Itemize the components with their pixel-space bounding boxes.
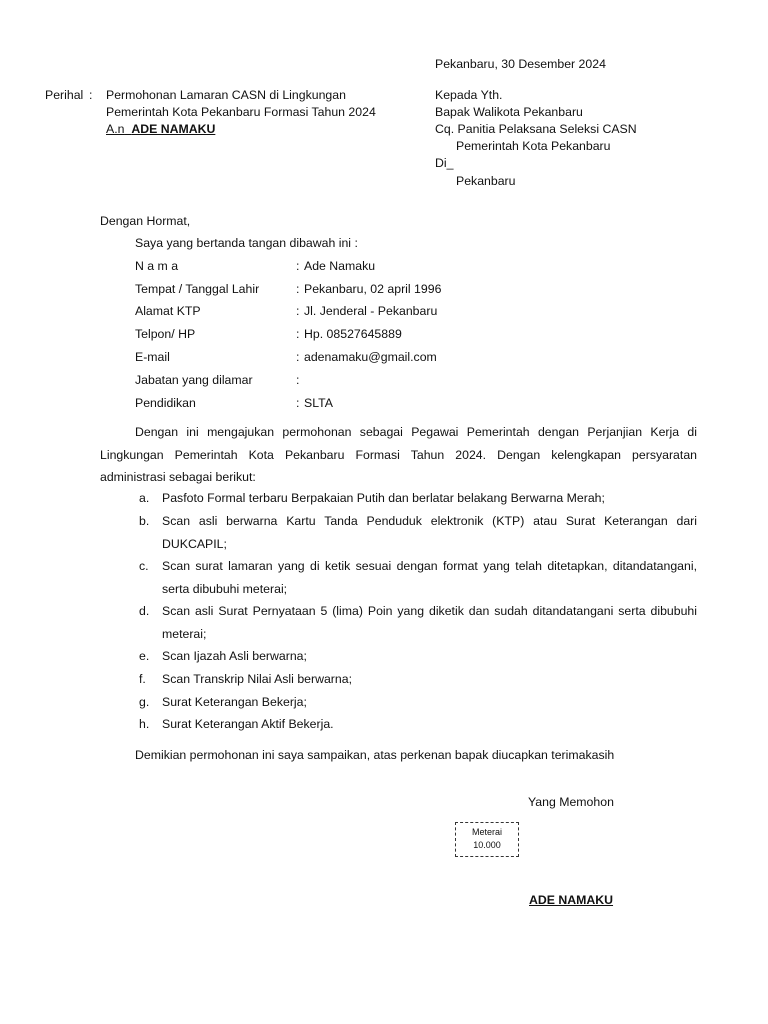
recipient-line-2: Bapak Walikota Pekanbaru <box>435 105 583 119</box>
field-value-email: adenamaku@gmail.com <box>304 350 437 364</box>
field-label-name: N a m a <box>135 259 179 273</box>
field-label-email: E-mail <box>135 350 170 364</box>
list-item <box>139 668 697 691</box>
subject-line-2: Pemerintah Kota Pekanbaru Formasi Tahun 2024 <box>106 105 376 119</box>
list-letter: g. <box>139 695 150 709</box>
field-colon: : <box>296 373 300 387</box>
recipient-line-1: Kepada Yth. <box>435 88 503 102</box>
greeting: Dengan Hormat, <box>100 214 191 228</box>
stamp-line-2: 10.000 <box>473 840 501 850</box>
list-letter: e. <box>139 649 150 663</box>
subject-colon: : <box>89 88 93 102</box>
list-text: Scan asli Surat Pernyataan 5 (lima) Poin yang diketik dan sudah ditandatangani serta dibubuhi meterai; <box>162 604 697 641</box>
closing-sentence: Demikian permohonan ini saya sampaikan, atas perkenan bapak diucapkan terimakasih <box>135 748 615 762</box>
list-text: Pasfoto Formal terbaru Berpakaian Putih dan berlatar belakang Berwarna Merah; <box>162 491 605 505</box>
list-item <box>139 555 697 600</box>
field-label-birth: Tempat / Tanggal Lahir <box>135 282 260 296</box>
field-value-birth: Pekanbaru, 02 april 1996 <box>304 282 442 296</box>
stamp-line-1: Meterai <box>471 827 502 837</box>
list-item <box>139 645 697 668</box>
body-paragraph <box>100 421 697 489</box>
list-letter: c. <box>139 559 149 573</box>
field-value-phone: Hp. 08527645889 <box>304 327 402 341</box>
subject-line-1: Permohonan Lamaran CASN di Lingkungan <box>106 88 346 102</box>
intro-line: Saya yang bertanda tangan dibawah ini : <box>135 236 358 250</box>
field-colon: : <box>296 304 300 318</box>
signature-name: ADE NAMAKU <box>529 893 614 907</box>
field-value-name: Ade Namaku <box>304 259 376 273</box>
list-letter: b. <box>139 514 150 528</box>
list-text: Scan asli berwarna Kartu Tanda Penduduk elektronik (KTP) atau Surat Keterangan dari DUKCAPIL; <box>162 514 697 551</box>
field-value-address: Jl. Jenderal - Pekanbaru <box>304 304 438 318</box>
recipient-line-6: Pekanbaru <box>456 174 516 188</box>
recipient-line-3: Cq. Panitia Pelaksana Seleksi CASN <box>435 122 637 136</box>
list-text: Scan Ijazah Asli berwarna; <box>162 649 307 663</box>
subject-label: Perihal <box>45 88 84 102</box>
list-letter: a. <box>139 491 150 505</box>
meterai-stamp-box <box>455 822 519 857</box>
field-colon: : <box>296 396 300 410</box>
field-colon: : <box>296 350 300 364</box>
field-label-address: Alamat KTP <box>135 304 201 318</box>
list-text: Surat Keterangan Bekerja; <box>162 695 307 709</box>
list-text: Surat Keterangan Aktif Bekerja. <box>162 717 334 731</box>
recipient-line-4: Pemerintah Kota Pekanbaru <box>456 139 611 153</box>
list-text: Scan Transkrip Nilai Asli berwarna; <box>162 672 352 686</box>
list-item <box>139 600 697 645</box>
subject-attention <box>106 122 215 137</box>
field-label-position: Jabatan yang dilamar <box>135 373 253 387</box>
list-letter: d. <box>139 604 150 618</box>
signoff: Yang Memohon <box>528 795 614 809</box>
attention-prefix: A.n <box>106 122 125 136</box>
list-item <box>139 691 697 714</box>
field-colon: : <box>296 259 300 273</box>
attention-name: ADE NAMAKU <box>131 122 216 136</box>
place-date: Pekanbaru, 30 Desember 2024 <box>435 57 606 71</box>
list-letter: f. <box>139 672 146 686</box>
field-colon: : <box>296 282 300 296</box>
field-value-education: SLTA <box>304 396 333 410</box>
body-paragraph-text: Dengan ini mengajukan permohonan sebagai Pegawai Pemerintah dengan Perjanjian Kerja di Lingkungan Pemerintah Kota Pekanbaru Formasi Tahun 2024. Dengan kelengkapan persyaratan administrasi sebagai berikut: <box>100 425 697 485</box>
list-item <box>139 487 697 510</box>
list-item <box>139 510 697 555</box>
list-text: Scan surat lamaran yang di ketik sesuai dengan format yang telah ditetapkan, ditandatangani, serta dibubuhi meterai; <box>162 559 697 596</box>
list-letter: h. <box>139 717 150 731</box>
field-label-education: Pendidikan <box>135 396 196 410</box>
list-item <box>139 713 697 736</box>
field-colon: : <box>296 327 300 341</box>
recipient-line-5: Di_ <box>435 156 454 170</box>
field-label-phone: Telpon/ HP <box>135 327 196 341</box>
